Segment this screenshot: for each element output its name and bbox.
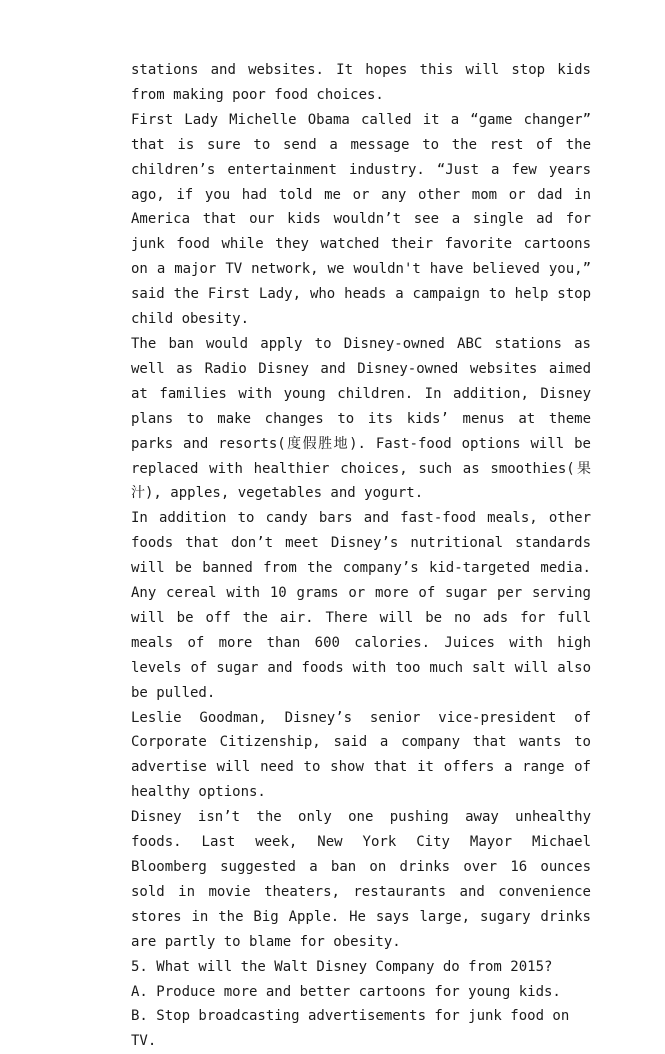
paragraph-5: Leslie Goodman, Disney’s senior vice-president of Corporate Citizenship, said a company that wants to advertise will need to show that it offers a range of healthy options. xyxy=(131,709,591,801)
question-option-b: B. Stop broadcasting advertisements for junk food on TV. xyxy=(131,1008,570,1050)
paragraph-3: The ban would apply to Disney-owned ABC stations as well as Radio Disney and Disney-owned websites aimed at families with young children. In addition, Disney plans to make changes to its kids’ menus at theme parks and resorts(度假胜地). Fast-food options will be replaced with healthier choices, such as smoothies(果汁), apples, vegetables and yogurt. xyxy=(131,335,591,502)
document-body xyxy=(131,58,591,1054)
question-option-a: A. Produce more and better cartoons for young kids. xyxy=(131,983,561,1000)
paragraph-4: In addition to candy bars and fast-food meals, other foods that don’t meet Disney’s nutritional standards will be banned from the company’s kid-targeted media. Any cereal with 10 grams or more of sugar per serving will be off the air. There will be no ads for full meals of more than 600 calories. Juices with high levels of sugar and foods with too much salt will also be pulled. xyxy=(131,510,591,701)
question-stem: 5. What will the Walt Disney Company do from 2015? xyxy=(131,958,553,975)
paragraph-1: stations and websites. It hopes this will stop kids from making poor food choices. xyxy=(131,62,591,103)
paragraph-6: Disney isn’t the only one pushing away unhealthy foods. Last week, New York City Mayor Michael Bloomberg suggested a ban on drinks over 16 ounces sold in movie theaters, restaurants and convenience stores in the Big Apple. He says large, sugary drinks are partly to blame for obesity. xyxy=(131,809,591,950)
paragraph-2: First Lady Michelle Obama called it a “game changer” that is sure to send a message to the rest of the children’s entertainment industry. “Just a few years ago, if you had told me or any other mom or dad in America that our kids wouldn’t see a single ad for junk food while they watched their favorite cartoons on a major TV network, we wouldn't have believed you,” said the First Lady, who heads a campaign to help stop child obesity. xyxy=(131,111,591,328)
